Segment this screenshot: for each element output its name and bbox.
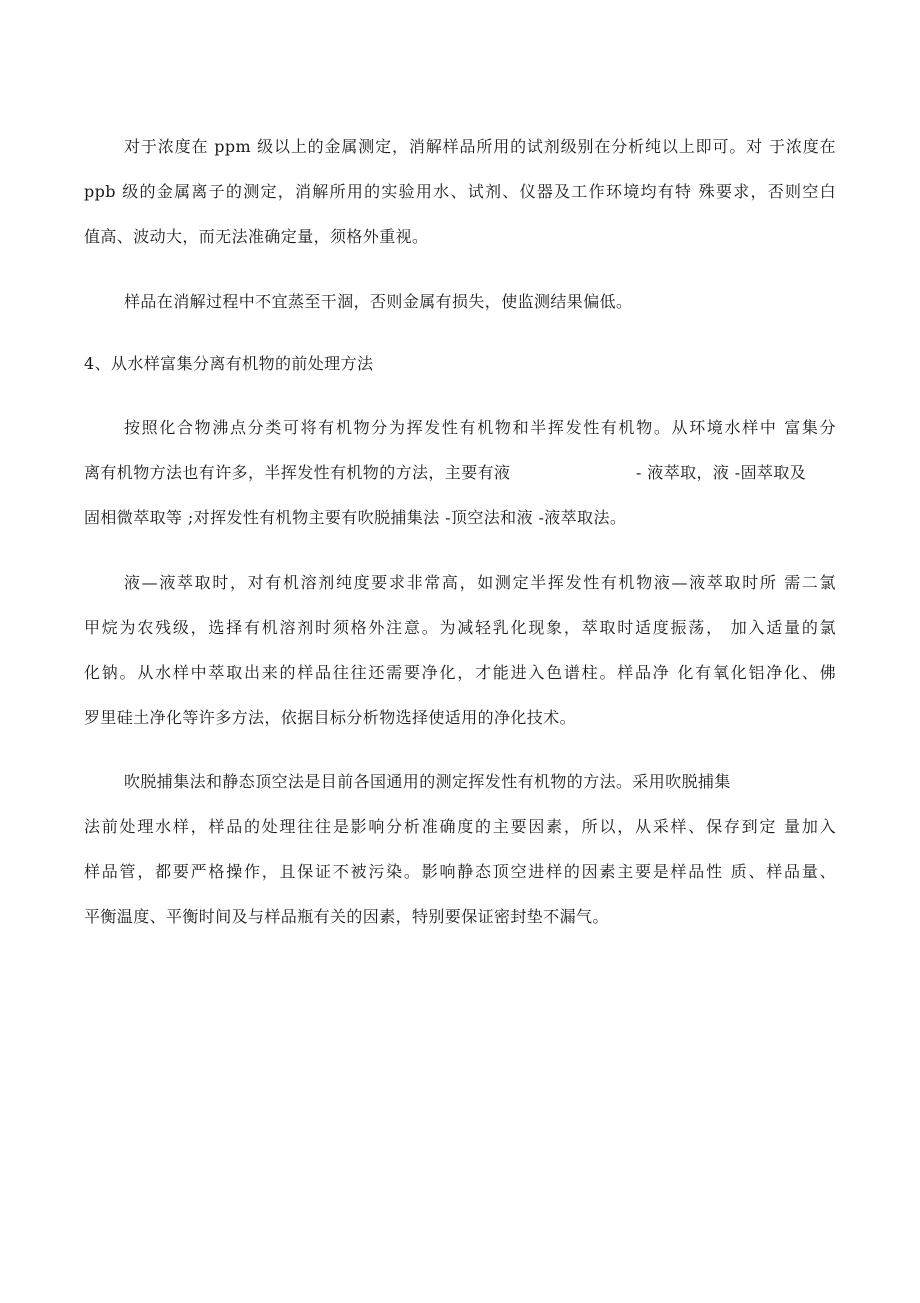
- paragraph-5-line-2: 法前处理水样，样品的处理往往是影响分析准确度的主要因素，所以，从采样、保存到定 量加入: [84, 817, 836, 836]
- paragraph-5-line-4: 平衡温度、平衡时间及与样品瓶有关的因素，特别要保证密封垫不漏气。: [84, 907, 609, 926]
- paragraph-1-line-3: 值高、波动大，而无法准确定量，须格外重视。: [84, 227, 429, 246]
- paragraph-3-line-2b: - 液萃取，液 -固萃取及: [636, 463, 807, 482]
- paragraph-1-line-1: 对于浓度在 ppm 级以上的金属测定，消解样品所用的试剂级别在分析纯以上即可。对 于浓度在: [124, 137, 836, 156]
- paragraph-5-line-3: 样品管，都要严格操作，且保证不被污染。影响静态顶空进样的因素主要是样品性 质、样品量、: [84, 862, 836, 881]
- paragraph-3-line-2a: 离有机物方法也有许多，半挥发性有机物的方法，主要有液: [84, 463, 511, 482]
- paragraph-5-line-1: 吹脱捕集法和静态顶空法是目前各国通用的测定挥发性有机物的方法。采用吹脱捕集: [124, 772, 731, 791]
- paragraph-4-line-4: 罗里硅土净化等许多方法，依据目标分析物选择使适用的净化技术。: [84, 708, 577, 727]
- paragraph-1-line-2: ppb 级的金属离子的测定，消解所用的实验用水、试剂、仪器及工作环境均有特 殊要求，否则空白: [84, 182, 836, 201]
- paragraph-4-line-3: 化钠。从水样中萃取出来的样品往往还需要净化，才能进入色谱柱。样品净 化有氧化铝净化、佛: [84, 663, 836, 682]
- paragraph-4-line-1: 液—液萃取时，对有机溶剂纯度要求非常高，如测定半挥发性有机物液—液萃取时所 需二氯: [124, 573, 836, 592]
- paragraph-3-line-3: 固相微萃取等 ;对挥发性有机物主要有吹脱捕集法 -顶空法和液 -液萃取法。: [84, 508, 627, 527]
- paragraph-3-line-1: 按照化合物沸点分类可将有机物分为挥发性有机物和半挥发性有机物。从环境水样中 富集分: [124, 418, 836, 437]
- section-heading-4: 4、从水样富集分离有机物的前处理方法: [84, 354, 374, 373]
- paragraph-4-line-2: 甲烷为农残级，选择有机溶剂时须格外注意。为减轻乳化现象，萃取时适度振荡， 加入适量的氯: [84, 618, 836, 637]
- paragraph-2-line-1: 样品在消解过程中不宜蒸至干涸，否则金属有损失，使监测结果偏低。: [124, 292, 633, 311]
